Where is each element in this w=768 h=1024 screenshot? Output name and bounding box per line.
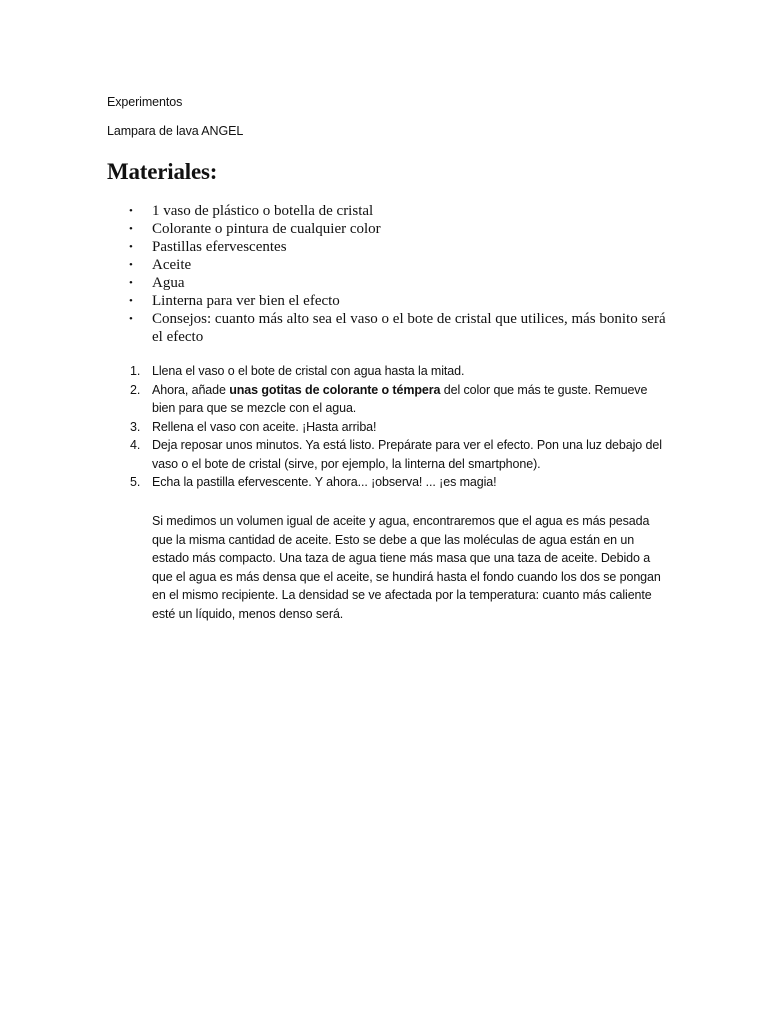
bullet-icon: • (129, 241, 133, 253)
material-text: Pastillas efervescentes (152, 239, 287, 255)
step-text: Rellena el vaso con aceite. ¡Hasta arriba! (152, 419, 377, 434)
step-number: 2. (130, 382, 141, 397)
material-text: 1 vaso de plástico o botella de cristal (152, 203, 374, 219)
material-text: Aceite (152, 257, 192, 273)
step-number: 5. (130, 475, 141, 489)
list-item (129, 274, 672, 292)
material-text: Colorante o pintura de cualquier color (152, 221, 381, 237)
step-text: Llena el vaso o el bote de cristal con agua hasta la mitad. (152, 364, 465, 378)
bullet-icon: • (129, 259, 133, 271)
document-title: Experimentos (107, 95, 183, 109)
material-text: Linterna para ver bien el efecto (152, 293, 340, 309)
list-item (129, 292, 672, 310)
list-item (129, 310, 672, 346)
step-item (130, 418, 672, 437)
bullet-icon: • (129, 313, 133, 325)
document-subtitle: Lampara de lava ANGEL (107, 124, 244, 138)
step-item (130, 473, 672, 492)
step-text-end: del color que más te guste. Remueve bien para que se mezcle con el agua. (152, 382, 648, 415)
step-item (130, 362, 672, 381)
bullet-icon: • (129, 205, 133, 217)
bullet-icon: • (129, 295, 133, 307)
material-text: Agua (152, 275, 185, 291)
step-number: 3. (130, 419, 141, 434)
list-item (129, 220, 672, 238)
explanation-paragraph: Si medimos un volumen igual de aceite y agua, encontraremos que el agua es más pesada que la misma cantidad de aceite. Esto se debe a que las moléculas de agua están en un estado más compacto. Una taza de agua tiene más masa que una taza de aceite. Debido a que el agua es más densa que el aceite, se hundirá hasta el fondo cuando los dos se pongan en el mismo recipiente. La densidad se ve afectada por la temperatura: cuanto más caliente esté un líquido, menos denso será. (152, 514, 661, 621)
material-text: Consejos: cuanto más alto sea el vaso o el bote de cristal que utilices, más bonito será el efecto (152, 311, 666, 345)
step-item (130, 436, 672, 473)
materials-heading: Materiales: (107, 159, 218, 184)
list-item (129, 202, 672, 220)
step-number: 1. (130, 364, 141, 378)
materials-list (129, 202, 672, 346)
steps-list (130, 362, 672, 492)
bullet-icon: • (129, 223, 133, 235)
step-text: Echa la pastilla efervescente. Y ahora... ¡observa! ... ¡es magia! (152, 475, 497, 489)
list-item (129, 238, 672, 256)
step-text-emphasis: unas gotitas de colorante o témpera (229, 382, 441, 397)
step-text-start: Ahora, añade (152, 382, 230, 397)
step-item (130, 381, 672, 418)
bullet-icon: • (129, 277, 133, 289)
list-item (129, 256, 672, 274)
step-text: Deja reposar unos minutos. Ya está listo. Prepárate para ver el efecto. Pon una luz debajo del vaso o el bote de cristal (sirve, por ejemplo, la linterna del smartphone). (152, 438, 662, 471)
step-number: 4. (130, 438, 141, 452)
